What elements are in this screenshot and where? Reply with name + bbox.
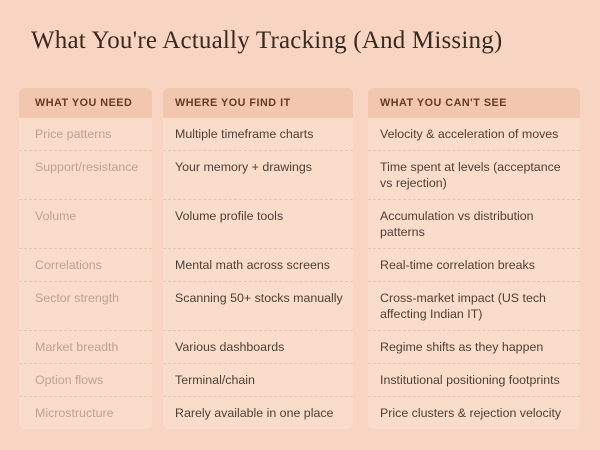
column-gap — [152, 282, 163, 331]
column-header-where-you-find-it: WHERE YOU FIND IT — [163, 88, 353, 118]
table-row — [19, 200, 580, 249]
cell-need: Option flows — [19, 364, 152, 397]
column-gap — [353, 364, 368, 397]
cell-need: Correlations — [19, 249, 152, 282]
table-header-row — [19, 88, 580, 118]
cell-need: Volume — [19, 200, 152, 249]
column-gap — [353, 249, 368, 282]
cell-find: Multiple timeframe charts — [163, 118, 353, 151]
column-gap — [152, 200, 163, 249]
cell-cant-see: Real-time correlation breaks — [368, 249, 580, 282]
cell-cant-see: Accumulation vs distribution patterns — [368, 200, 580, 249]
column-gap — [353, 397, 368, 429]
column-gap — [353, 200, 368, 249]
tracking-table — [19, 88, 580, 429]
column-gap — [152, 364, 163, 397]
table-row — [19, 118, 580, 151]
table-row — [19, 397, 580, 429]
cell-cant-see: Institutional positioning footprints — [368, 364, 580, 397]
cell-need: Market breadth — [19, 331, 152, 364]
column-gap — [152, 249, 163, 282]
column-gap — [152, 151, 163, 200]
cell-need: Sector strength — [19, 282, 152, 331]
table-row — [19, 331, 580, 364]
cell-find: Terminal/chain — [163, 364, 353, 397]
column-gap — [353, 88, 368, 118]
cell-find: Rarely available in one place — [163, 397, 353, 429]
cell-find: Scanning 50+ stocks manually — [163, 282, 353, 331]
table-row — [19, 151, 580, 200]
column-gap — [152, 397, 163, 429]
cell-cant-see: Cross-market impact (US tech affecting Indian IT) — [368, 282, 580, 331]
column-gap — [353, 151, 368, 200]
column-header-what-you-need: WHAT YOU NEED — [19, 88, 152, 118]
cell-need: Price patterns — [19, 118, 152, 151]
column-header-what-you-cant-see: WHAT YOU CAN'T SEE — [368, 88, 580, 118]
cell-cant-see: Velocity & acceleration of moves — [368, 118, 580, 151]
page-title: What You're Actually Tracking (And Missing) — [31, 27, 503, 54]
cell-cant-see: Time spent at levels (acceptance vs rejection) — [368, 151, 580, 200]
column-gap — [353, 331, 368, 364]
cell-find: Various dashboards — [163, 331, 353, 364]
cell-find: Your memory + drawings — [163, 151, 353, 200]
column-gap — [152, 118, 163, 151]
cell-find: Mental math across screens — [163, 249, 353, 282]
column-gap — [353, 282, 368, 331]
table-row — [19, 249, 580, 282]
table-row — [19, 364, 580, 397]
column-gap — [353, 118, 368, 151]
column-gap — [152, 331, 163, 364]
cell-need: Support/resistance — [19, 151, 152, 200]
cell-cant-see: Price clusters & rejection velocity — [368, 397, 580, 429]
cell-need: Microstructure — [19, 397, 152, 429]
cell-find: Volume profile tools — [163, 200, 353, 249]
cell-cant-see: Regime shifts as they happen — [368, 331, 580, 364]
table-row — [19, 282, 580, 331]
column-gap — [152, 88, 163, 118]
